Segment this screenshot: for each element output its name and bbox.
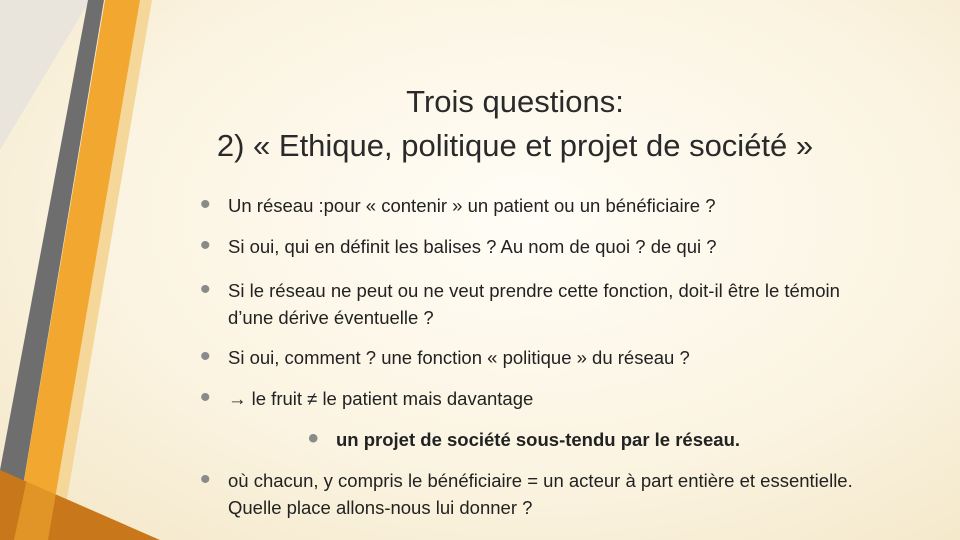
bullet-text: → le fruit ≠ le patient mais davantage — [228, 388, 534, 409]
title-line-2: 2) « Ethique, politique et projet de société » — [216, 128, 814, 163]
bullet-item — [188, 381, 888, 414]
bullet-text: Un réseau :pour « contenir » un patient ou un bénéficiaire ? — [228, 195, 716, 216]
bullet-item-sub — [296, 422, 960, 455]
bullet-item — [188, 340, 888, 373]
bullet-item — [188, 273, 888, 331]
bullet-icon: • — [200, 381, 211, 414]
bullet-text: Si oui, qui en définit les balises ? Au nom de quoi ? de qui ? — [228, 236, 717, 257]
title-line-1: Trois questions: — [406, 84, 624, 119]
bullet-icon: • — [200, 229, 211, 262]
bullet-icon: • — [200, 273, 211, 306]
bullet-item — [188, 463, 888, 521]
bullet-item — [188, 188, 888, 221]
bullet-icon: • — [308, 422, 319, 455]
bullet-icon: • — [200, 188, 211, 221]
bullet-text: un projet de société sous-tendu par le réseau. — [336, 429, 741, 450]
bullet-text: Si oui, comment ? une fonction « politique » du réseau ? — [228, 347, 690, 368]
slide-title — [120, 80, 910, 168]
bullet-icon: • — [200, 463, 211, 496]
bullet-item — [188, 229, 888, 262]
bullet-text: Si le réseau ne peut ou ne veut prendre cette fonction, doit-il être le témoin d’une dérive éventuelle ? — [228, 280, 840, 328]
bullet-text: où chacun, y compris le bénéficiaire = un acteur à part entière et essentielle. Quelle place allons-nous lui donner ? — [228, 470, 853, 518]
bullet-icon: • — [200, 340, 211, 373]
